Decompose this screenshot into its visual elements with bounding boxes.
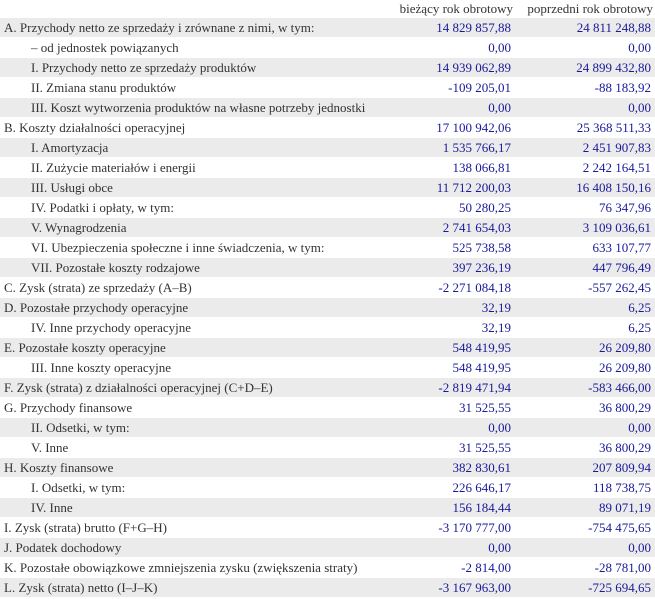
previous-year-value: -557 262,45 <box>515 278 655 298</box>
current-year-value: 0,00 <box>391 98 515 118</box>
previous-year-value: -754 475,65 <box>515 518 655 538</box>
table-row <box>0 518 655 538</box>
table-row <box>0 538 655 558</box>
previous-year-value: 36 800,29 <box>515 398 655 418</box>
header-current-year: bieżący rok obrotowy <box>399 1 513 16</box>
table-row <box>0 258 655 278</box>
previous-year-value: 0,00 <box>515 418 655 438</box>
table-row <box>0 418 655 438</box>
current-year-value: 0,00 <box>391 38 515 58</box>
previous-year-value: 633 107,77 <box>515 238 655 258</box>
current-year-value: 14 829 857,88 <box>391 18 515 38</box>
row-label: IV. Podatki i opłaty, w tym: <box>0 198 391 218</box>
previous-year-value: -28 781,00 <box>515 558 655 578</box>
current-year-value: -2 271 084,18 <box>391 278 515 298</box>
table-row <box>0 138 655 158</box>
current-year-value: 50 280,25 <box>391 198 515 218</box>
previous-year-value: -725 694,65 <box>515 578 655 598</box>
table-row <box>0 318 655 338</box>
row-label: L. Zysk (strata) netto (I–J–K) <box>0 578 391 598</box>
current-year-value: 14 939 062,89 <box>391 58 515 78</box>
current-year-value: 548 419,95 <box>391 358 515 378</box>
table-row <box>0 58 655 78</box>
row-label: III. Usługi obce <box>0 178 391 198</box>
previous-year-value: -88 183,92 <box>515 78 655 98</box>
current-year-value: 32,19 <box>391 318 515 338</box>
table-row <box>0 578 655 598</box>
row-label: A. Przychody netto ze sprzedaży i zrównane z nimi, w tym: <box>0 18 391 38</box>
table-row <box>0 458 655 478</box>
current-year-value: 548 419,95 <box>391 338 515 358</box>
table-row <box>0 18 655 38</box>
previous-year-value: 0,00 <box>515 538 655 558</box>
row-label: F. Zysk (strata) z działalności operacyjnej (C+D–E) <box>0 378 391 398</box>
row-label: II. Odsetki, w tym: <box>0 418 391 438</box>
current-year-value: -2 814,00 <box>391 558 515 578</box>
row-label: E. Pozostałe koszty operacyjne <box>0 338 391 358</box>
table-row <box>0 238 655 258</box>
table-row <box>0 198 655 218</box>
row-label: V. Wynagrodzenia <box>0 218 391 238</box>
previous-year-value: 0,00 <box>515 98 655 118</box>
current-year-value: -2 819 471,94 <box>391 378 515 398</box>
previous-year-value: 26 209,80 <box>515 358 655 378</box>
current-year-value: 0,00 <box>391 538 515 558</box>
current-year-value: 32,19 <box>391 298 515 318</box>
row-label: I. Zysk (strata) brutto (F+G–H) <box>0 518 391 538</box>
table-row <box>0 278 655 298</box>
previous-year-value: 24 899 432,80 <box>515 58 655 78</box>
table-row <box>0 78 655 98</box>
row-label: II. Zużycie materiałów i energii <box>0 158 391 178</box>
previous-year-value: 118 738,75 <box>515 478 655 498</box>
table-row <box>0 398 655 418</box>
previous-year-value: 24 811 248,88 <box>515 18 655 38</box>
table-row <box>0 118 655 138</box>
current-year-value: 31 525,55 <box>391 398 515 418</box>
table-row <box>0 378 655 398</box>
row-label: H. Koszty finansowe <box>0 458 391 478</box>
row-label: VI. Ubezpieczenia społeczne i inne świadczenia, w tym: <box>0 238 391 258</box>
current-year-value: 156 184,44 <box>391 498 515 518</box>
previous-year-value: 6,25 <box>515 298 655 318</box>
table-row <box>0 298 655 318</box>
previous-year-value: 76 347,96 <box>515 198 655 218</box>
previous-year-value: 26 209,80 <box>515 338 655 358</box>
previous-year-value: 89 071,19 <box>515 498 655 518</box>
row-label: III. Inne koszty operacyjne <box>0 358 391 378</box>
table-row <box>0 498 655 518</box>
row-label: I. Amortyzacja <box>0 138 391 158</box>
table-row <box>0 558 655 578</box>
row-label: IV. Inne przychody operacyjne <box>0 318 391 338</box>
current-year-value: 382 830,61 <box>391 458 515 478</box>
table-row <box>0 38 655 58</box>
current-year-value: 11 712 200,03 <box>391 178 515 198</box>
row-label: VII. Pozostałe koszty rodzajowe <box>0 258 391 278</box>
current-year-value: 138 066,81 <box>391 158 515 178</box>
row-label: – od jednostek powiązanych <box>0 38 391 58</box>
previous-year-value: 36 800,29 <box>515 438 655 458</box>
table-row <box>0 218 655 238</box>
previous-year-value: 3 109 036,61 <box>515 218 655 238</box>
current-year-value: 0,00 <box>391 418 515 438</box>
previous-year-value: -583 466,00 <box>515 378 655 398</box>
table-row <box>0 358 655 378</box>
row-label: I. Przychody netto ze sprzedaży produktów <box>0 58 391 78</box>
current-year-value: 397 236,19 <box>391 258 515 278</box>
header-label-spacer <box>0 0 391 18</box>
current-year-value: 17 100 942,06 <box>391 118 515 138</box>
previous-year-value: 2 242 164,51 <box>515 158 655 178</box>
row-label: D. Pozostałe przychody operacyjne <box>0 298 391 318</box>
current-year-value: -3 170 777,00 <box>391 518 515 538</box>
current-year-value: 31 525,55 <box>391 438 515 458</box>
current-year-value: 525 738,58 <box>391 238 515 258</box>
row-label: II. Zmiana stanu produktów <box>0 78 391 98</box>
previous-year-value: 16 408 150,16 <box>515 178 655 198</box>
current-year-value: -109 205,01 <box>391 78 515 98</box>
previous-year-value: 0,00 <box>515 38 655 58</box>
row-label: J. Podatek dochodowy <box>0 538 391 558</box>
table-row <box>0 338 655 358</box>
table-row <box>0 158 655 178</box>
row-label: IV. Inne <box>0 498 391 518</box>
row-label: V. Inne <box>0 438 391 458</box>
header-previous-year: poprzedni rok obrotowy <box>527 1 653 16</box>
previous-year-value: 207 809,94 <box>515 458 655 478</box>
table-row <box>0 478 655 498</box>
previous-year-value: 447 796,49 <box>515 258 655 278</box>
current-year-value: -3 167 963,00 <box>391 578 515 598</box>
row-label: B. Koszty działalności operacyjnej <box>0 118 391 138</box>
table-row <box>0 98 655 118</box>
previous-year-value: 25 368 511,33 <box>515 118 655 138</box>
row-label: I. Odsetki, w tym: <box>0 478 391 498</box>
previous-year-value: 2 451 907,83 <box>515 138 655 158</box>
row-label: C. Zysk (strata) ze sprzedaży (A–B) <box>0 278 391 298</box>
row-label: III. Koszt wytworzenia produktów na własne potrzeby jednostki <box>0 98 391 118</box>
current-year-value: 226 646,17 <box>391 478 515 498</box>
previous-year-value: 6,25 <box>515 318 655 338</box>
row-label: K. Pozostałe obowiązkowe zmniejszenia zysku (zwiększenia straty) <box>0 558 391 578</box>
header-row <box>0 0 655 18</box>
current-year-value: 2 741 654,03 <box>391 218 515 238</box>
current-year-value: 1 535 766,17 <box>391 138 515 158</box>
table-row <box>0 178 655 198</box>
row-label: G. Przychody finansowe <box>0 398 391 418</box>
table-row <box>0 438 655 458</box>
